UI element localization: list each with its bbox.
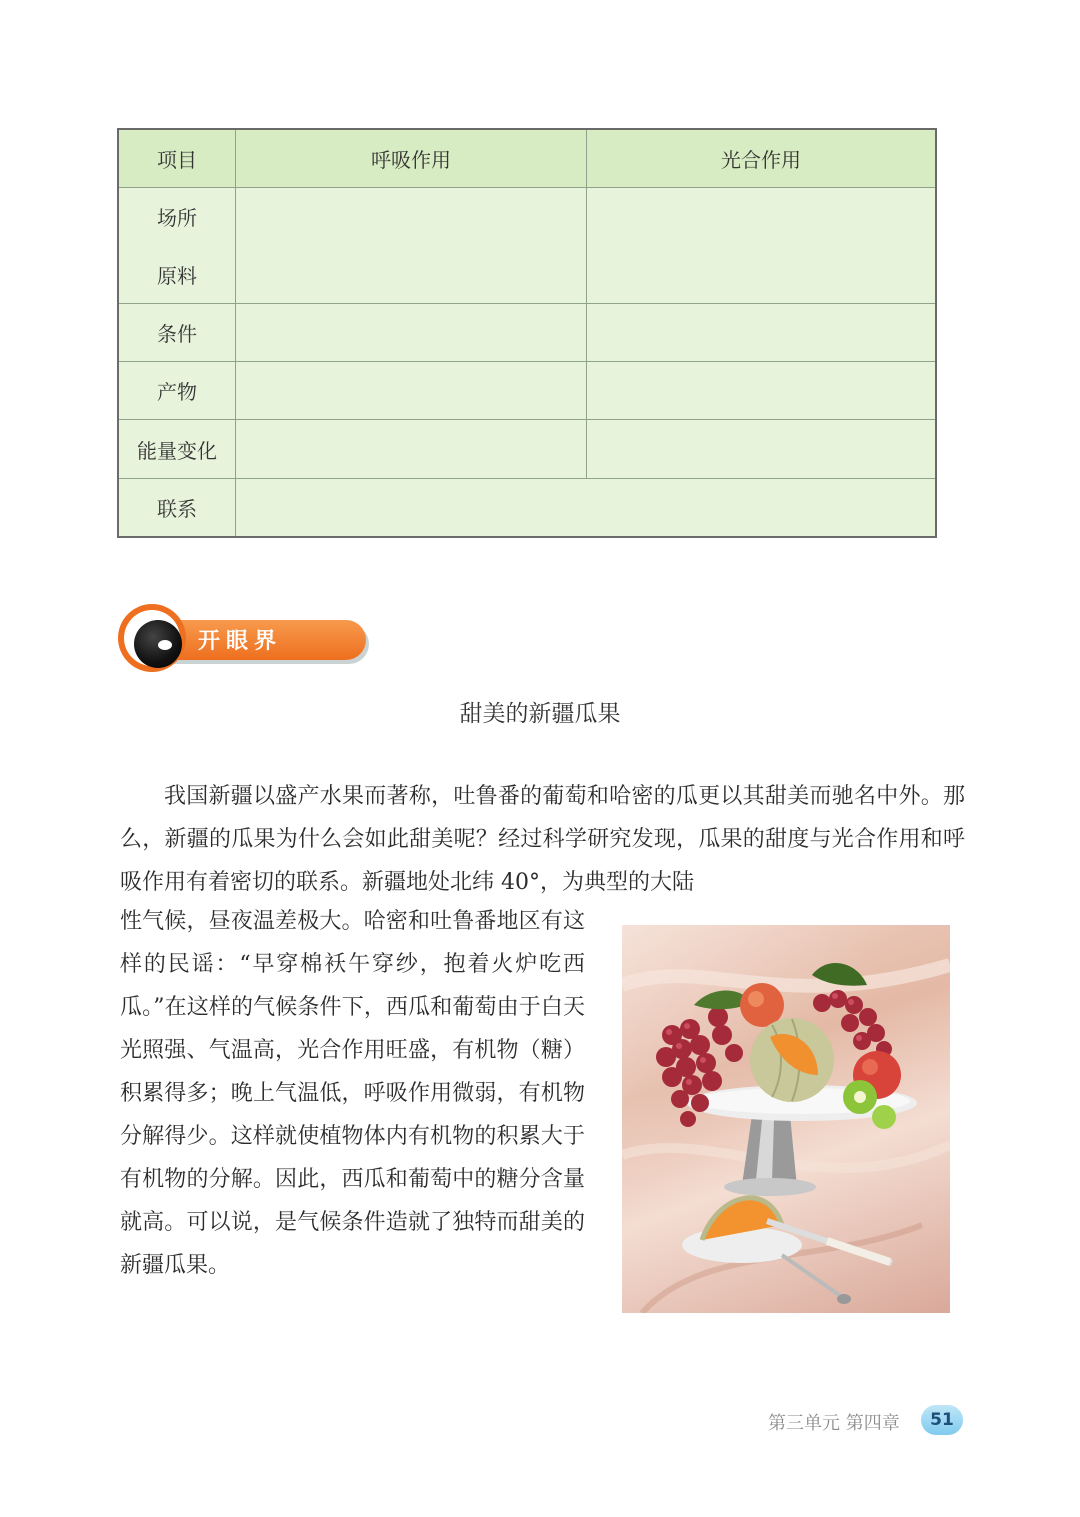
- header-photosynthesis: 光合作用: [587, 129, 937, 188]
- row-label-materials: 原料: [118, 246, 236, 304]
- cell-respiration-products: [236, 362, 587, 420]
- cell-photosynthesis-products: [587, 362, 937, 420]
- cell-photosynthesis-conditions: [587, 303, 937, 361]
- table-row: [118, 303, 936, 361]
- fruit-bowl-photo: [622, 925, 950, 1313]
- row-label-energy: 能量变化: [118, 420, 236, 478]
- article-paragraph-left: 性气候，昼夜温差极大。哈密和吐鲁番地区有这样的民谣：“早穿棉袄午穿纱，抱着火炉吃西瓜。”在这样的气候条件下，西瓜和葡萄由于白天光照强、气温高，光合作用旺盛，有机物（糖）积累得多；晚上气温低，呼吸作用微弱，有机物分解得少。这样就使植物体内有机物的积累大于有机物的分解。因此，西瓜和葡萄中的糖分含量就高。可以说，是气候条件造就了独特而甜美的新疆瓜果。: [120, 909, 585, 1278]
- cell-photosynthesis-location: [587, 188, 937, 304]
- page-number: 51: [921, 1405, 963, 1435]
- chapter-label: 第三单元 第四章: [768, 1413, 900, 1434]
- cell-relation: [236, 478, 937, 537]
- row-label-conditions: 条件: [118, 303, 236, 361]
- cell-respiration-energy: [236, 420, 587, 478]
- table-row: [118, 362, 936, 420]
- comparison-table: [117, 128, 937, 538]
- article-paragraph-top: 我国新疆以盛产水果而著称，吐鲁番的葡萄和哈密的瓜更以其甜美而驰名中外。那么，新疆的瓜果为什么会如此甜美呢？经过科学研究发现，瓜果的甜度与光合作用和呼吸作用有着密切的联系。新疆地处北纬 40°，为典型的大陆: [120, 784, 965, 895]
- cell-respiration-conditions: [236, 303, 587, 361]
- badge-label: 开眼界: [198, 629, 283, 654]
- section-badge: [118, 604, 363, 674]
- article-title: 甜美的新疆瓜果: [459, 701, 621, 727]
- header-item: 项目: [118, 129, 236, 188]
- table-row: [118, 420, 936, 478]
- eye-icon: [118, 604, 186, 672]
- row-label-products: 产物: [118, 362, 236, 420]
- cell-respiration-location: [236, 188, 587, 304]
- header-respiration: 呼吸作用: [236, 129, 587, 188]
- row-label-relation: 联系: [118, 478, 236, 537]
- table-header-row: [118, 129, 936, 188]
- cell-photosynthesis-energy: [587, 420, 937, 478]
- row-label-location: 场所: [118, 188, 236, 246]
- table-row: [118, 478, 936, 537]
- table-row: [118, 188, 936, 246]
